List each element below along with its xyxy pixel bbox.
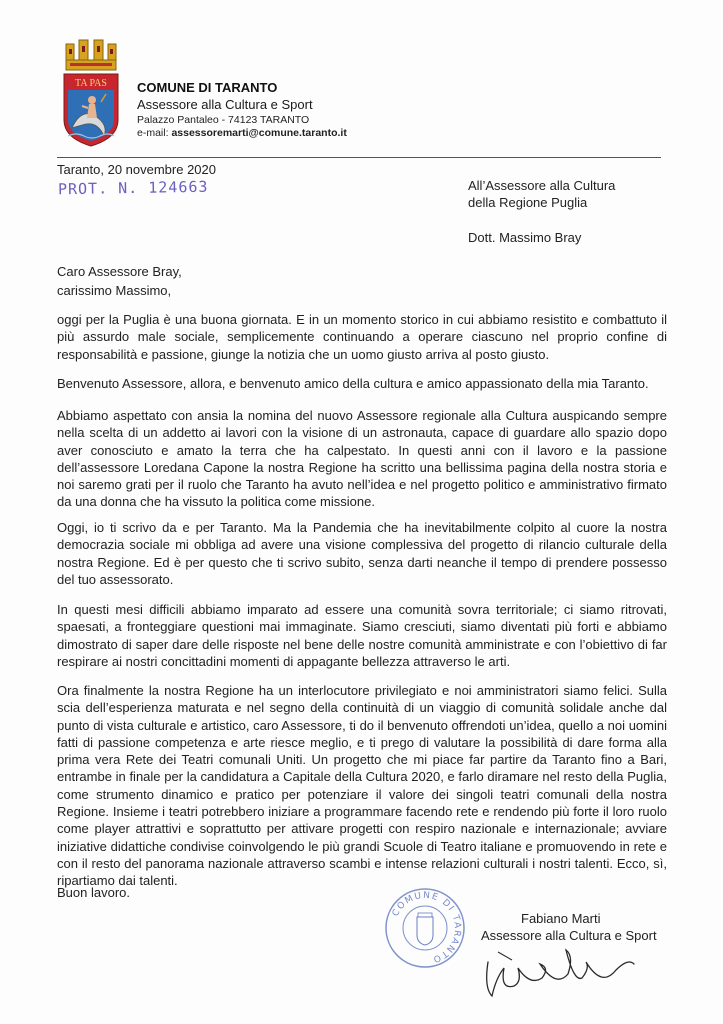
protocol-number-handwritten: PROT. N. 124663: [57, 177, 209, 199]
email-label: e-mail:: [137, 127, 172, 139]
office-address: Palazzo Pantaleo - 74123 TARANTO: [137, 114, 310, 126]
svg-text:COMUNE DI TARANTO: [391, 891, 462, 964]
paragraph-1: oggi per la Puglia è una buona giornata. E in un momento storico in cui abbiamo resistito e combattuto il più assurdo male sociale, semplicemente continuando a operare ciascuno nel proprio confine di responsabilità e passione, giunge la notizia che un uomo giusto arriva al posto giusto.: [57, 312, 667, 362]
paragraph-4: Oggi, io ti scrivo da e per Taranto. Ma la Pandemia che ha inevitabilmente colpito al cuore la nostra democrazia sociale mi obbliga ad avere una visione complessiva del progetto di rilancio culturale della nostra Regione. Ed è per questo che ti scrivo subito, senza darti neanche il tempo di prendere possesso del tuo assessorato.: [57, 520, 667, 587]
signatory-role: Assessore alla Cultura e Sport: [481, 928, 657, 943]
recipient-name: Dott. Massimo Bray: [468, 230, 582, 245]
header-divider: [57, 157, 661, 158]
salutation-line-2: carissimo Massimo,: [57, 283, 172, 298]
paragraph-6: Ora finalmente la nostra Regione ha un interlocutore privilegiato e noi amministratori siamo felici. Sulla scia dell’esperienza maturata e nel segno della continuità di un viaggio di comunità solidale anche dal punto di vista culturale e artistico, caro Assessore, ti do il benvenuto offrendoti un’idea, quello a noi uomini fatti di passione competenza e arte riesce meglio, e ti prego di valutare la possibilità di dare forma alla prima vera Rete dei Teatri comunali Uniti. Un progetto che mi piace far partire da Taranto fino a Bari, entrambe in finale per la candidatura a Capitale della Cultura 2020, e farlo diramare nel resto della Puglia, come strumento dinamico e pratico per potenziare il valore dei singoli teatri comunali della nostra Regione. Insieme i teatri potrebbero iniziare a programmare facendo rete e rendendo più forte il loro ruolo come player attrattivi e soprattutto per attivare progetti con respiro nazionale e internazionale; avviare iniziative didattiche condivise coinvolgendo le più grandi Scuole di Teatro italiane e promuovendo in rete e con il resto del panorama nazionale attraverso scambi e intense relazioni culturali i nostri talenti. Ecco, sì, ripartiamo dai talenti.: [57, 683, 667, 889]
official-stamp-icon: [384, 887, 466, 969]
handwritten-signature: [478, 938, 638, 1002]
paragraph-5: In questi mesi difficili abbiamo imparato ad essere una comunità sovra territoriale; ci siamo ritrovati, spaesati, a fronteggiare questioni mai immaginate. Siamo cresciuti, siamo diventati più forti e abbiamo dimostrato di saper dare delle risposte nel bene delle nostre comunità amministrate e con l’obiettivo di far respirare ai nostri concittadini momenti di appagante bellezza attraverso le arti.: [57, 602, 667, 669]
crest-text: TA PAS: [75, 78, 107, 89]
letter-date: Taranto, 20 novembre 2020: [57, 162, 216, 177]
department-name: Assessore alla Cultura e Sport: [137, 97, 313, 112]
recipient-line-1: All’Assessore alla Cultura: [468, 178, 616, 193]
paragraph-3: Abbiamo aspettato con ansia la nomina del nuovo Assessore regionale alla Cultura auspicando sempre nella scelta di un addetto ai lavori con la visione di un astronauta, capace di guardare allo spazio dopo aver conosciuto e amato la terra che ha calpestato. In questi anni con il lavoro e la passione dell’assessore Loredana Capone la nostra Regione ha scritto una bellissima pagina della nostra storia e noi saremo grati per il ruolo che Taranto ha avuto nell’idea e nel progetto politico e amministrativo firmato da una donna che ha vissuto la politica come missione.: [57, 408, 667, 510]
signatory-name: Fabiano Marti: [521, 911, 601, 926]
organization-name: COMUNE DI TARANTO: [137, 80, 278, 95]
paragraph-2: Benvenuto Assessore, allora, e benvenuto amico della cultura e amico appassionato della mia Taranto.: [57, 376, 649, 391]
city-crest-icon: [60, 36, 122, 148]
email-line: [137, 127, 347, 139]
stamp-text: COMUNE DI TARANTO: [390, 890, 463, 965]
closing-line: Buon lavoro.: [57, 885, 130, 900]
recipient-line-2: della Regione Puglia: [468, 195, 588, 210]
email-address[interactable]: assessoremarti@comune.taranto.it: [171, 127, 347, 139]
salutation-line-1: Caro Assessore Bray,: [57, 264, 182, 279]
